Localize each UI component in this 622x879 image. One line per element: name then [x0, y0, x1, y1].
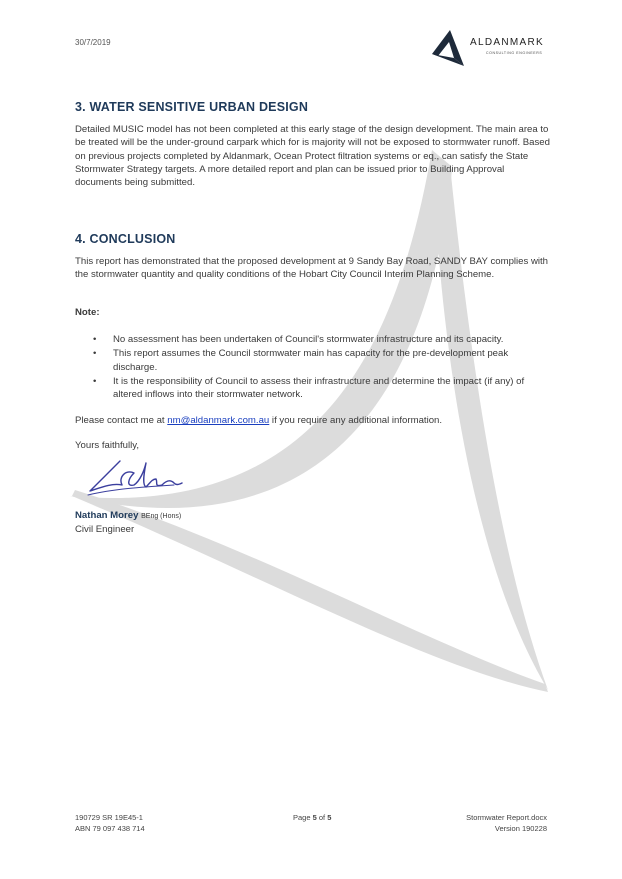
signer-name: Nathan Morey [75, 510, 139, 521]
section-3-heading: 3. WATER SENSITIVE URBAN DESIGN [75, 100, 309, 114]
page-label: Page [293, 813, 313, 822]
footer-abn: ABN 79 097 438 714 [75, 824, 145, 833]
contact-suffix: if you require any additional information. [269, 415, 443, 426]
page-current: 5 [312, 813, 317, 822]
footer-version: Version 190228 [494, 824, 547, 833]
signer-role: Civil Engineer [75, 524, 135, 535]
contact-line [75, 414, 555, 427]
list-item [93, 347, 553, 374]
logo-wordmark: ALDANMARK [470, 37, 544, 48]
signer-line [75, 510, 181, 521]
bullet-text: No assessment has been undertaken of Council's stormwater infrastructure and its capacity. [113, 334, 504, 345]
note-bullet-list [93, 333, 553, 402]
signer-credentials: BEng (Hons) [141, 513, 182, 520]
list-item [93, 333, 553, 346]
page-of: of [316, 813, 328, 822]
footer-left [75, 812, 145, 834]
section-4-body: This report has demonstrated that the proposed development at 9 Sandy Bay Road, SANDY BAY complies with the stormwater quantity and quality conditions of the Hobart City Council Interim Planning Scheme. [75, 256, 549, 281]
note-label: Note: [75, 307, 100, 318]
contact-prefix: Please contact me at [75, 415, 168, 426]
logo-tagline: CONSULTING ENGINEERS [486, 51, 543, 55]
footer-page-number [293, 812, 331, 823]
aldanmark-logo [428, 24, 558, 70]
list-item [93, 375, 553, 402]
aldanmark-logo-mark-icon [428, 24, 468, 70]
document-date: 30/7/2019 [75, 38, 111, 47]
closing-salutation: Yours faithfully, [75, 440, 139, 451]
bullet-icon: • [93, 375, 97, 387]
bullet-icon: • [93, 334, 97, 345]
bullet-text: This report assumes the Council stormwater main has capacity for the pre-development peak discharge. [113, 348, 509, 373]
bullet-text: It is the responsibility of Council to assess their infrastructure and determine the impact (if any) of altered inflows into their stormwater network. [113, 375, 525, 401]
footer-filename: Stormwater Report.docx [466, 813, 547, 822]
footer-right [466, 812, 547, 834]
page-total: 5 [327, 813, 332, 822]
bullet-icon: • [93, 348, 97, 360]
section-4-heading: 4. CONCLUSION [75, 232, 176, 246]
handwritten-signature [82, 455, 192, 500]
section-3-body: Detailed MUSIC model has not been completed at this early stage of the design development. The main area to be treated will be the under-ground carpark which for is majority will not be exposed to stormwater runoff. Based on previous projects completed by Aldanmark, Ocean Protect filtration systems or eq., can satisfy the State Stormwater Strategy targets. A more detailed report and plan can be issued prior to Building Approval documents being submitted. [75, 124, 550, 189]
footer-reference: 190729 SR 19E45-1 [75, 813, 143, 822]
email-link[interactable]: nm@aldanmark.com.au [167, 415, 270, 426]
